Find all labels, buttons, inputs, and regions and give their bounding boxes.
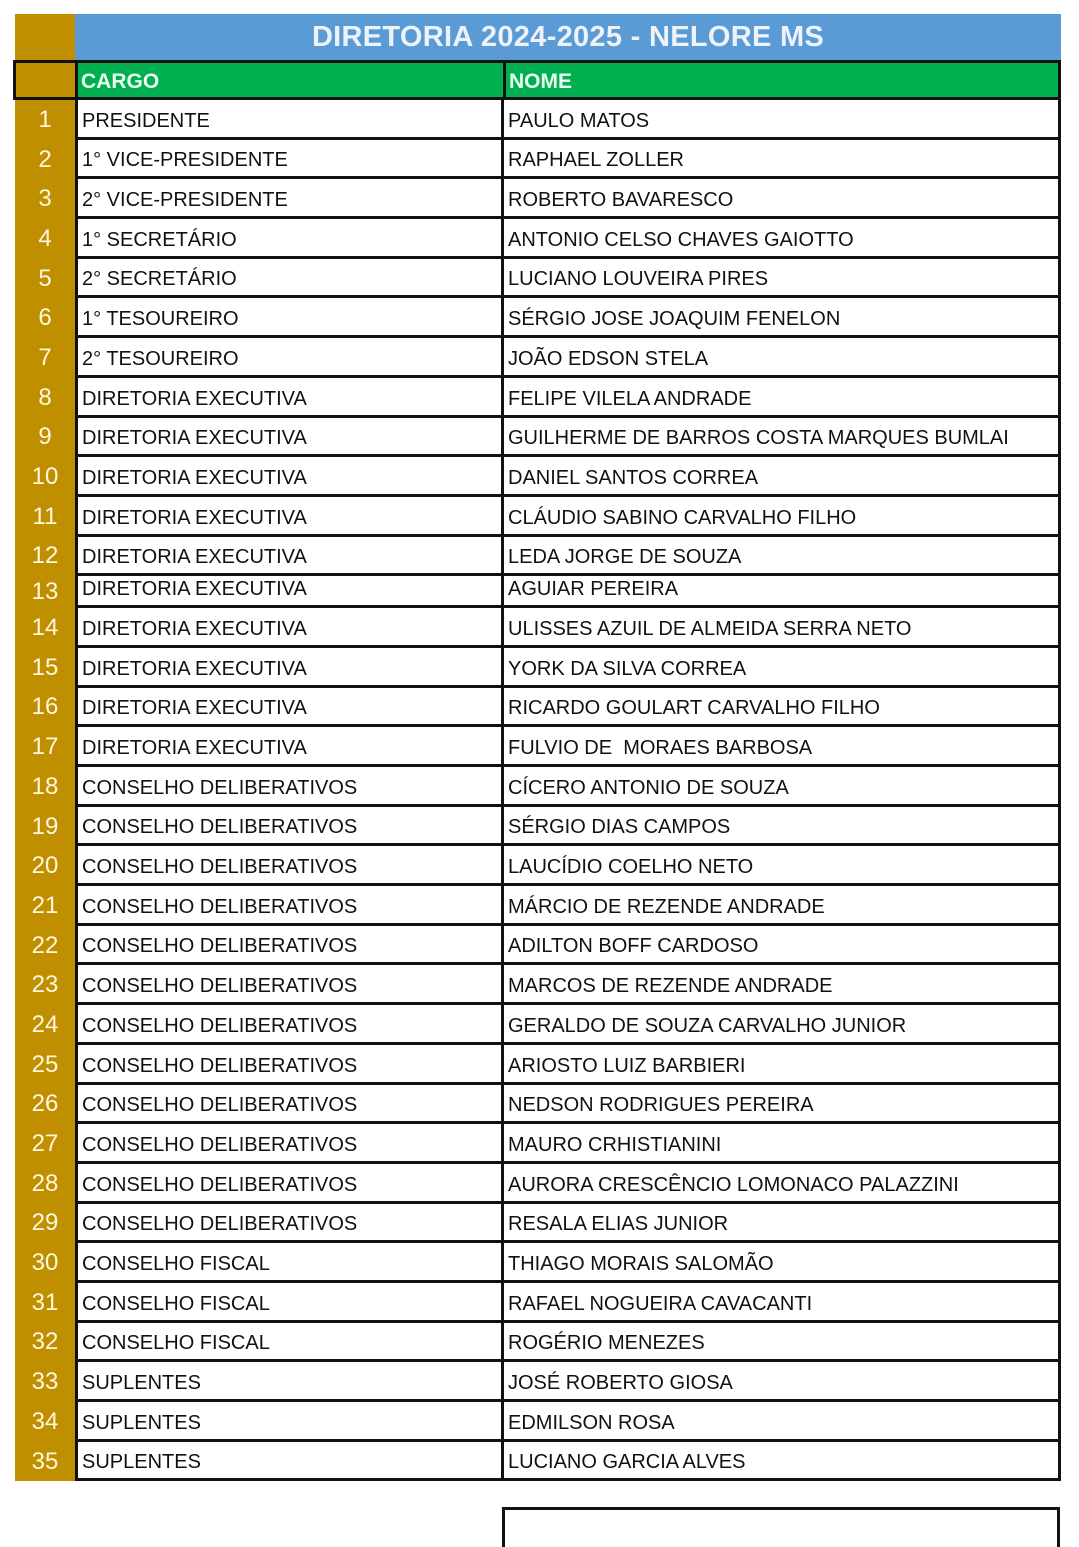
cargo-cell: CONSELHO DELIBERATIVOS	[75, 767, 504, 807]
nome-cell: LUCIANO LOUVEIRA PIRES	[504, 259, 1061, 299]
nome-cell: PAULO MATOS	[504, 100, 1061, 140]
row-number: 9	[15, 418, 75, 458]
row-number: 21	[15, 886, 75, 926]
empty-cell-box	[502, 1507, 1060, 1547]
table-row	[15, 886, 1061, 926]
row-number: 23	[15, 965, 75, 1005]
nome-cell: DANIEL SANTOS CORREA	[504, 457, 1061, 497]
row-number: 1	[15, 100, 75, 140]
row-number: 32	[15, 1323, 75, 1363]
table-row	[15, 418, 1061, 458]
index-column-header-blank	[15, 14, 75, 60]
cargo-cell: CONSELHO DELIBERATIVOS	[75, 1204, 504, 1244]
row-number: 27	[15, 1124, 75, 1164]
table-row	[15, 1085, 1061, 1125]
table-row	[15, 688, 1061, 728]
table-row	[15, 140, 1061, 180]
nome-cell: THIAGO MORAIS SALOMÃO	[504, 1243, 1061, 1283]
nome-cell: FELIPE VILELA ANDRADE	[504, 378, 1061, 418]
cargo-cell: 2° VICE-PRESIDENTE	[75, 179, 504, 219]
cargo-cell: 2° TESOUREIRO	[75, 338, 504, 378]
row-number: 15	[15, 648, 75, 688]
table-row	[15, 1362, 1061, 1402]
table-row	[15, 965, 1061, 1005]
cargo-cell: CONSELHO DELIBERATIVOS	[75, 1124, 504, 1164]
cargo-cell: DIRETORIA EXECUTIVA	[75, 727, 504, 767]
table-row	[15, 576, 1061, 608]
cargo-cell: CONSELHO DELIBERATIVOS	[75, 807, 504, 847]
nome-cell: LUCIANO GARCIA ALVES	[504, 1442, 1061, 1482]
table-body	[15, 100, 1061, 1481]
cargo-cell: CONSELHO DELIBERATIVOS	[75, 1085, 504, 1125]
nome-cell: LEDA JORGE DE SOUZA	[504, 537, 1061, 577]
cargo-cell: DIRETORIA EXECUTIVA	[75, 418, 504, 458]
cargo-cell: DIRETORIA EXECUTIVA	[75, 608, 504, 648]
column-header-cargo: CARGO	[78, 63, 506, 97]
table-row	[15, 767, 1061, 807]
table-row	[15, 926, 1061, 966]
cargo-cell: SUPLENTES	[75, 1402, 504, 1442]
cargo-cell: DIRETORIA EXECUTIVA	[75, 576, 504, 608]
row-number: 29	[15, 1204, 75, 1244]
nome-cell: RAPHAEL ZOLLER	[504, 140, 1061, 180]
nome-cell: CÍCERO ANTONIO DE SOUZA	[504, 767, 1061, 807]
table-row	[15, 457, 1061, 497]
nome-cell: MAURO CRHISTIANINI	[504, 1124, 1061, 1164]
nome-cell: JOSÉ ROBERTO GIOSA	[504, 1362, 1061, 1402]
cargo-cell: DIRETORIA EXECUTIVA	[75, 537, 504, 577]
table-row	[15, 1124, 1061, 1164]
row-number: 34	[15, 1402, 75, 1442]
row-number: 17	[15, 727, 75, 767]
nome-cell: AURORA CRESCÊNCIO LOMONACO PALAZZINI	[504, 1164, 1061, 1204]
row-number: 13	[15, 576, 75, 608]
cargo-cell: SUPLENTES	[75, 1442, 504, 1482]
table-row	[15, 1323, 1061, 1363]
table-row	[15, 537, 1061, 577]
cargo-cell: CONSELHO DELIBERATIVOS	[75, 965, 504, 1005]
row-number: 5	[15, 259, 75, 299]
table-row	[15, 1283, 1061, 1323]
table-row	[15, 1402, 1061, 1442]
nome-cell: RICARDO GOULART CARVALHO FILHO	[504, 688, 1061, 728]
row-number: 10	[15, 457, 75, 497]
row-number: 24	[15, 1005, 75, 1045]
index-header-cell	[16, 63, 78, 97]
column-header-nome: NOME	[506, 63, 1058, 97]
cargo-cell: DIRETORIA EXECUTIVA	[75, 497, 504, 537]
cargo-cell: 1° SECRETÁRIO	[75, 219, 504, 259]
cargo-cell: 2° SECRETÁRIO	[75, 259, 504, 299]
nome-cell: EDMILSON ROSA	[504, 1402, 1061, 1442]
nome-cell: GERALDO DE SOUZA CARVALHO JUNIOR	[504, 1005, 1061, 1045]
cargo-cell: PRESIDENTE	[75, 100, 504, 140]
row-number: 35	[15, 1442, 75, 1482]
table-row	[15, 846, 1061, 886]
table-row	[15, 727, 1061, 767]
table-row	[15, 1005, 1061, 1045]
cargo-cell: DIRETORIA EXECUTIVA	[75, 648, 504, 688]
row-number: 8	[15, 378, 75, 418]
table-row	[15, 497, 1061, 537]
table-row	[15, 1442, 1061, 1482]
cargo-cell: CONSELHO DELIBERATIVOS	[75, 886, 504, 926]
cargo-cell: CONSELHO FISCAL	[75, 1323, 504, 1363]
cargo-cell: 1° TESOUREIRO	[75, 298, 504, 338]
nome-cell: ULISSES AZUIL DE ALMEIDA SERRA NETO	[504, 608, 1061, 648]
nome-cell: ANTONIO CELSO CHAVES GAIOTTO	[504, 219, 1061, 259]
row-number: 22	[15, 926, 75, 966]
cargo-cell: CONSELHO DELIBERATIVOS	[75, 926, 504, 966]
table-row	[15, 259, 1061, 299]
table-row	[15, 338, 1061, 378]
cargo-cell: DIRETORIA EXECUTIVA	[75, 688, 504, 728]
nome-cell: ARIOSTO LUIZ BARBIERI	[504, 1045, 1061, 1085]
cargo-cell: DIRETORIA EXECUTIVA	[75, 378, 504, 418]
nome-cell: RESALA ELIAS JUNIOR	[504, 1204, 1061, 1244]
nome-cell: YORK DA SILVA CORREA	[504, 648, 1061, 688]
nome-cell: LAUCÍDIO COELHO NETO	[504, 846, 1061, 886]
row-number: 33	[15, 1362, 75, 1402]
table-row	[15, 1204, 1061, 1244]
cargo-cell: DIRETORIA EXECUTIVA	[75, 457, 504, 497]
board-table	[15, 14, 1061, 1481]
column-header-row	[13, 60, 1061, 100]
nome-cell: CLÁUDIO SABINO CARVALHO FILHO	[504, 497, 1061, 537]
nome-cell: GUILHERME DE BARROS COSTA MARQUES BUMLAI	[504, 418, 1061, 458]
nome-cell: AGUIAR PEREIRA	[504, 576, 1061, 608]
row-number: 2	[15, 140, 75, 180]
nome-cell: NEDSON RODRIGUES PEREIRA	[504, 1085, 1061, 1125]
row-number: 20	[15, 846, 75, 886]
row-number: 28	[15, 1164, 75, 1204]
row-number: 14	[15, 608, 75, 648]
cargo-cell: CONSELHO DELIBERATIVOS	[75, 1005, 504, 1045]
table-row	[15, 298, 1061, 338]
table-row	[15, 219, 1061, 259]
cargo-cell: 1° VICE-PRESIDENTE	[75, 140, 504, 180]
row-number: 18	[15, 767, 75, 807]
cargo-cell: CONSELHO DELIBERATIVOS	[75, 1164, 504, 1204]
nome-cell: ADILTON BOFF CARDOSO	[504, 926, 1061, 966]
row-number: 11	[15, 497, 75, 537]
row-number: 19	[15, 807, 75, 847]
nome-cell: MARCOS DE REZENDE ANDRADE	[504, 965, 1061, 1005]
nome-cell: SÉRGIO JOSE JOAQUIM FENELON	[504, 298, 1061, 338]
row-number: 31	[15, 1283, 75, 1323]
cargo-cell: CONSELHO DELIBERATIVOS	[75, 846, 504, 886]
table-row	[15, 378, 1061, 418]
row-number: 16	[15, 688, 75, 728]
table-row	[15, 1243, 1061, 1283]
row-number: 30	[15, 1243, 75, 1283]
table-row	[15, 807, 1061, 847]
title-row	[15, 14, 1061, 60]
table-row	[15, 608, 1061, 648]
row-number: 26	[15, 1085, 75, 1125]
row-number: 25	[15, 1045, 75, 1085]
row-number: 12	[15, 537, 75, 577]
row-number: 3	[15, 179, 75, 219]
table-row	[15, 179, 1061, 219]
table-row	[15, 648, 1061, 688]
row-number: 4	[15, 219, 75, 259]
cargo-cell: SUPLENTES	[75, 1362, 504, 1402]
cargo-cell: CONSELHO FISCAL	[75, 1243, 504, 1283]
row-number: 7	[15, 338, 75, 378]
table-row	[15, 100, 1061, 140]
nome-cell: FULVIO DE MORAES BARBOSA	[504, 727, 1061, 767]
nome-cell: SÉRGIO DIAS CAMPOS	[504, 807, 1061, 847]
nome-cell: ROBERTO BAVARESCO	[504, 179, 1061, 219]
nome-cell: JOÃO EDSON STELA	[504, 338, 1061, 378]
cargo-cell: CONSELHO DELIBERATIVOS	[75, 1045, 504, 1085]
nome-cell: RAFAEL NOGUEIRA CAVACANTI	[504, 1283, 1061, 1323]
cargo-cell: CONSELHO FISCAL	[75, 1283, 504, 1323]
table-row	[15, 1164, 1061, 1204]
row-number: 6	[15, 298, 75, 338]
table-title: DIRETORIA 2024-2025 - NELORE MS	[75, 14, 1061, 60]
table-row	[15, 1045, 1061, 1085]
nome-cell: MÁRCIO DE REZENDE ANDRADE	[504, 886, 1061, 926]
nome-cell: ROGÉRIO MENEZES	[504, 1323, 1061, 1363]
